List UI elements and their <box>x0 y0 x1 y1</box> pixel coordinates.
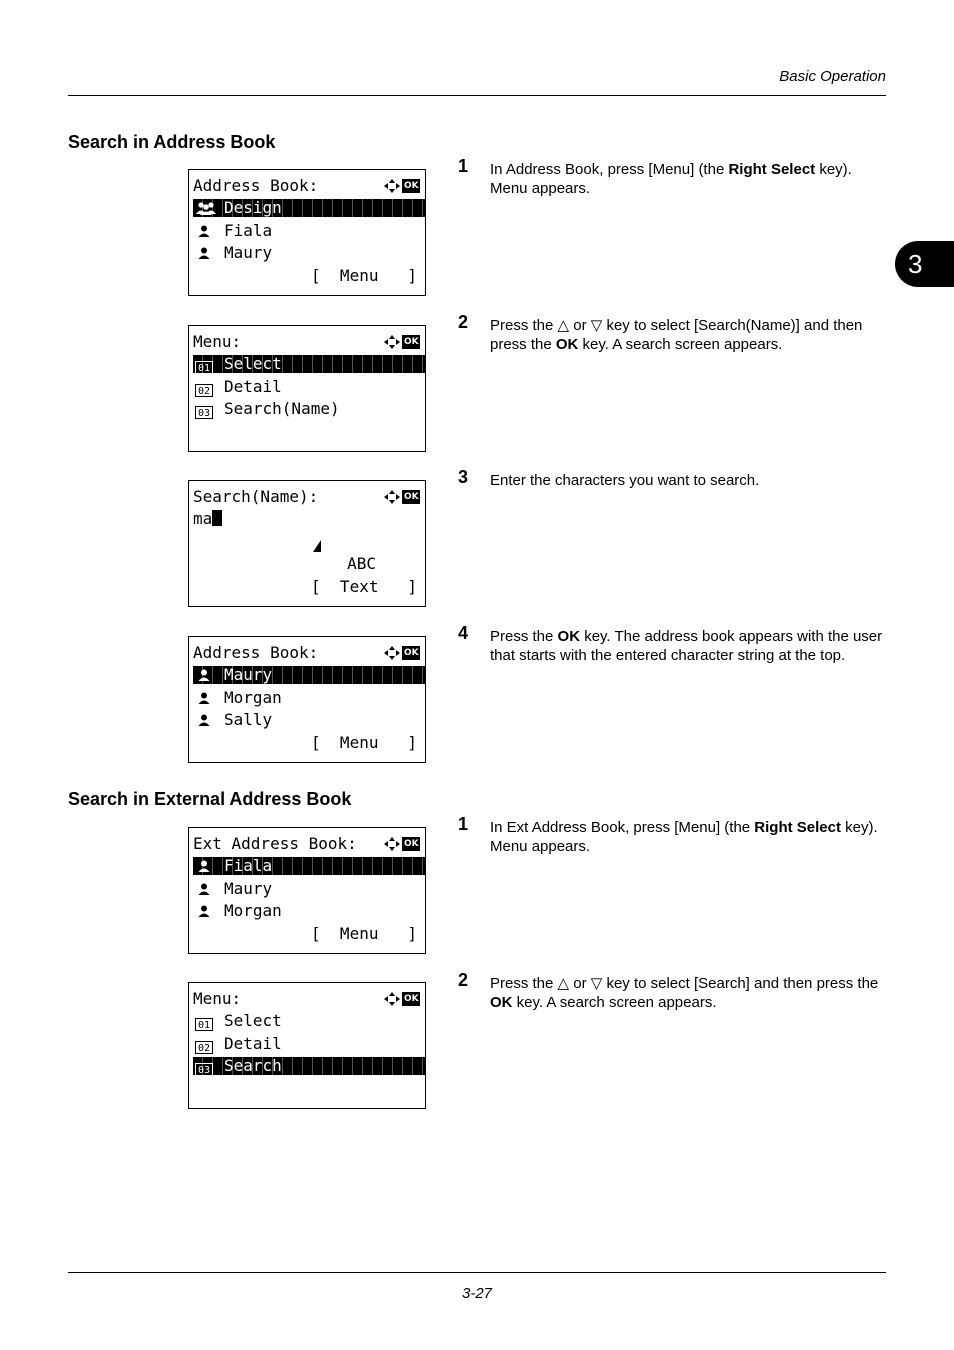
list-item-label: Fiala <box>224 221 273 240</box>
step-text-part: key. A search screen appears. <box>578 336 783 353</box>
step-text <box>490 471 886 490</box>
selected-list-item[interactable] <box>193 199 425 217</box>
step-text-part: key. A search screen appears. <box>512 994 717 1011</box>
ok-label: OK <box>404 839 419 849</box>
number-badge-icon <box>195 402 213 419</box>
nav-ok-status-icon <box>383 489 421 505</box>
selected-list-item[interactable] <box>193 666 425 684</box>
list-item[interactable] <box>193 880 425 898</box>
user-icon <box>195 668 213 682</box>
ok-label: OK <box>404 648 419 658</box>
list-item-label: Design <box>224 198 282 217</box>
list-item[interactable] <box>193 1035 425 1053</box>
screen-title: Menu: <box>193 332 242 351</box>
number-badge-icon <box>195 357 213 374</box>
step-text-part: Press the △ or ▽ key to select [Search(Name)] and then press the <box>490 317 863 353</box>
list-item-label: Select <box>224 354 282 373</box>
step-text <box>490 974 886 1012</box>
number-badge: 01 <box>195 1018 213 1031</box>
list-item-label: Fiala <box>224 856 273 875</box>
list-item[interactable] <box>193 689 425 707</box>
number-badge-icon <box>195 1059 213 1076</box>
user-icon <box>195 224 213 238</box>
softkey-button[interactable] <box>193 925 425 943</box>
step-text-part: Press the △ or ▽ key to select [Search] and then press the <box>490 975 879 992</box>
screen-title: Search(Name): <box>193 487 319 506</box>
footer-rule <box>68 1272 886 1273</box>
list-item-label: Morgan <box>224 901 282 920</box>
list-item-label: Sally <box>224 710 273 729</box>
step-text <box>490 818 886 856</box>
number-badge: 01 <box>195 361 213 374</box>
number-badge-icon <box>195 380 213 397</box>
list-item[interactable] <box>193 378 425 396</box>
input-mode-label: ABC <box>347 554 376 573</box>
step-number: 2 <box>458 312 469 332</box>
user-icon <box>195 904 213 918</box>
softkey-label: [ Menu ] <box>311 924 417 943</box>
step-text-part: Press the <box>490 628 558 645</box>
user-icon <box>195 882 213 896</box>
number-badge: 03 <box>195 1063 213 1076</box>
number-badge: 02 <box>195 384 213 397</box>
selected-list-item[interactable] <box>193 1057 425 1075</box>
step-text-key: Right Select <box>728 161 816 178</box>
list-item-label: Maury <box>224 243 273 262</box>
running-header: Basic Operation <box>779 68 886 85</box>
lcd-screen <box>188 827 426 954</box>
screen-title: Address Book: <box>193 176 319 195</box>
selected-list-item[interactable] <box>193 857 425 875</box>
list-item-label: Search <box>224 1056 282 1075</box>
list-item[interactable] <box>193 1012 425 1030</box>
nav-ok-status-icon <box>383 645 421 661</box>
softkey-label: [ Menu ] <box>311 733 417 752</box>
list-item[interactable] <box>193 244 425 262</box>
step-number: 2 <box>458 970 469 990</box>
lcd-screen <box>188 325 426 452</box>
user-icon <box>195 691 213 705</box>
step-text-part: In Address Book, press [Menu] (the <box>490 161 729 178</box>
lcd-screen <box>188 169 426 296</box>
list-item-label: Detail <box>224 377 282 396</box>
softkey-button[interactable] <box>193 267 425 285</box>
step-number: 3 <box>458 467 469 487</box>
nav-ok-status-icon <box>383 334 421 350</box>
nav-ok-status-icon <box>383 991 421 1007</box>
lcd-screen <box>188 982 426 1109</box>
input-mode <box>193 555 425 573</box>
number-badge: 03 <box>195 406 213 419</box>
step-text-key: OK <box>555 336 579 353</box>
step-text-part: key. The address book appears with the user that starts with the entered character string at the top. <box>490 628 883 664</box>
softkey-label: [ Menu ] <box>311 266 417 285</box>
step-text-part: In Ext Address Book, press [Menu] (the <box>490 819 755 836</box>
ok-label: OK <box>404 994 419 1004</box>
cursor-marker-icon <box>313 537 321 549</box>
step-number: 1 <box>458 156 469 176</box>
step-number: 4 <box>458 623 469 643</box>
number-badge-icon <box>195 1014 213 1031</box>
step-text <box>490 160 886 198</box>
step-text-part: key). Menu appears. <box>490 161 852 197</box>
step-text-key: OK <box>557 628 581 645</box>
user-icon <box>195 713 213 727</box>
number-badge-icon <box>195 1037 213 1054</box>
nav-ok-status-icon <box>383 836 421 852</box>
list-item[interactable] <box>193 400 425 418</box>
screen-title: Menu: <box>193 989 242 1008</box>
step-text-key: OK <box>490 994 513 1011</box>
lcd-screen <box>188 636 426 763</box>
search-input-value: ma <box>193 509 213 528</box>
lcd-screen <box>188 480 426 607</box>
list-item-label: Detail <box>224 1034 282 1053</box>
list-item-label: Select <box>224 1011 282 1030</box>
softkey-label: [ Text ] <box>311 577 417 596</box>
list-item-label: Maury <box>224 879 273 898</box>
list-item-label: Maury <box>224 665 273 684</box>
page-number: 3-27 <box>461 1285 493 1302</box>
step-number: 1 <box>458 814 469 834</box>
number-badge: 02 <box>195 1041 213 1054</box>
screen-title: Ext Address Book: <box>193 834 357 853</box>
section-title-address-book: Search in Address Book <box>68 132 276 152</box>
ok-label: OK <box>404 492 419 502</box>
list-item-label: Morgan <box>224 688 282 707</box>
group-icon <box>195 201 217 215</box>
list-item[interactable] <box>193 902 425 920</box>
user-icon <box>195 246 213 260</box>
step-text <box>490 627 886 665</box>
softkey-button[interactable] <box>193 734 425 752</box>
list-item[interactable] <box>193 222 425 240</box>
ok-label: OK <box>404 337 419 347</box>
screen-title: Address Book: <box>193 643 319 662</box>
ok-label: OK <box>404 181 419 191</box>
list-item-label: Search(Name) <box>224 399 340 418</box>
search-input[interactable] <box>193 510 425 528</box>
selected-list-item[interactable] <box>193 355 425 373</box>
list-item[interactable] <box>193 711 425 729</box>
softkey-button[interactable] <box>193 578 425 596</box>
step-text-part: Enter the characters you want to search. <box>490 472 760 489</box>
nav-ok-status-icon <box>383 178 421 194</box>
section-title-ext-address-book: Search in External Address Book <box>68 789 352 809</box>
text-cursor <box>212 510 222 526</box>
step-text <box>490 316 886 354</box>
step-text-key: Right Select <box>754 819 841 836</box>
chapter-tab: 3 <box>895 241 954 287</box>
header-rule <box>68 95 886 96</box>
user-icon <box>195 859 213 873</box>
step-text-part: key). Menu appears. <box>490 819 878 855</box>
